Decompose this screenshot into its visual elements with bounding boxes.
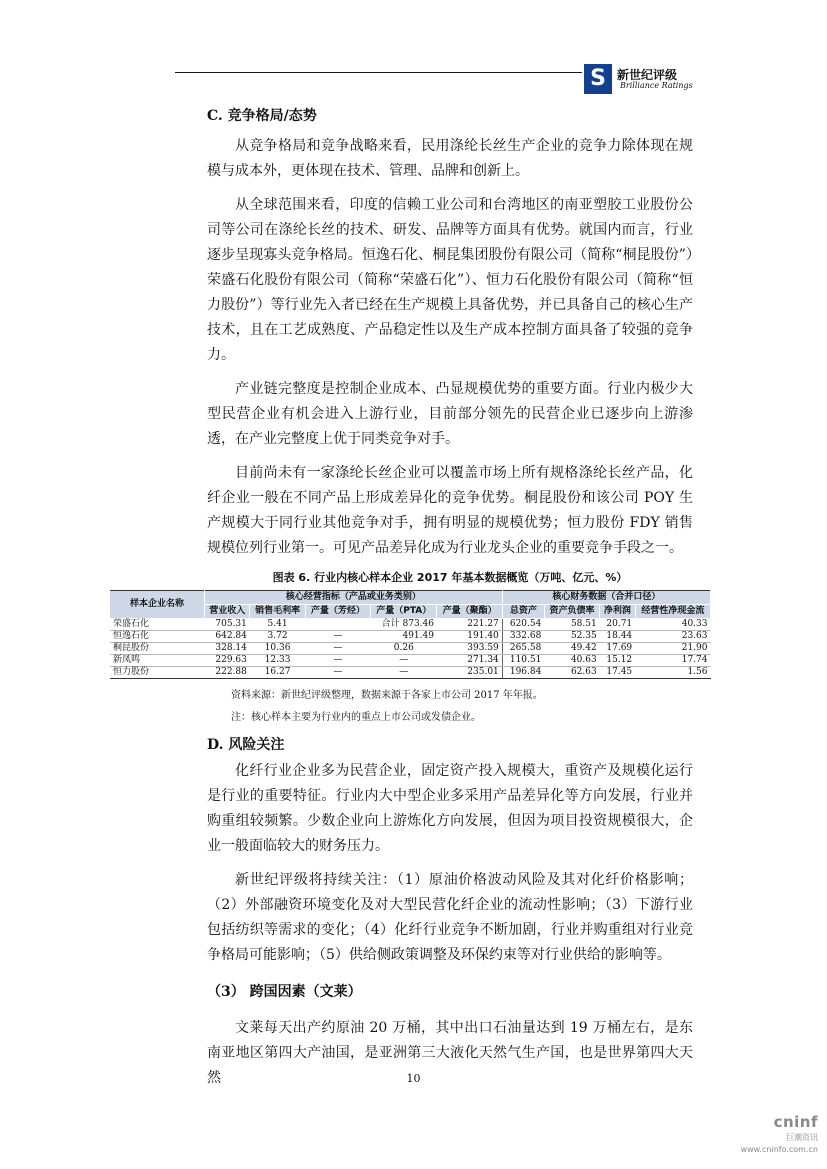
- cell-operating-cashflow: 40.33: [635, 619, 710, 631]
- col-header-output-aromatics: 产量（芳烃）: [305, 605, 370, 619]
- cell-output-pta: —: [371, 655, 437, 667]
- cell-output-aromatics: —: [305, 655, 370, 667]
- cell-output-aromatics: —: [305, 631, 370, 643]
- cell-gross-margin: 12.33: [250, 655, 305, 667]
- logo-english-name: Brilliance Ratings: [620, 81, 693, 90]
- section-3-paragraph: 文莱每天出产约原油 20 万桶，其中出口石油量达到 19 万桶左右，是东南亚地区第四大产油国，是亚洲第三大液化天然气生产国，也是世界第四大天然: [207, 1020, 693, 1086]
- cell-operating-cashflow: 1.56: [635, 667, 710, 679]
- cell-company: 桐昆股份: [110, 643, 205, 655]
- table-note: 注：核心样本主要为行业内的重点上市公司或发债企业。: [231, 712, 481, 723]
- cell-total-assets: 620.54: [502, 619, 544, 631]
- cell-gross-margin: 3.72: [250, 631, 305, 643]
- col-header-total-assets: 总资产: [502, 605, 544, 619]
- header-group-financial: 核心财务数据（合并口径）: [502, 591, 710, 605]
- figure-caption: 图表 6. 行业内核心样本企业 2017 年基本数据概览（万吨、亿元、%）: [272, 571, 628, 584]
- cell-revenue: 222.88: [205, 667, 250, 679]
- col-header-output-pta: 产量（PTA）: [371, 605, 437, 619]
- cell-company: 荣盛石化: [110, 619, 205, 631]
- cell-revenue: 642.84: [205, 631, 250, 643]
- logo-mark-icon: S: [584, 64, 612, 94]
- cell-net-profit: 18.44: [600, 631, 635, 643]
- cell-operating-cashflow: 21.90: [635, 643, 710, 655]
- cell-net-profit: 20.71: [600, 619, 635, 631]
- cell-output-polyester: 191.40: [437, 631, 502, 643]
- col-header-net-profit: 净利润: [600, 605, 635, 619]
- table-row: [110, 643, 711, 655]
- cninfo-logo: cninf: [773, 1113, 818, 1131]
- table-row: [110, 667, 711, 679]
- table-row: [110, 619, 711, 631]
- cell-output-pta: 0.26: [371, 643, 437, 655]
- cell-net-profit: 17.69: [600, 643, 635, 655]
- cell-gross-margin: 16.27: [250, 667, 305, 679]
- cell-company: 恒逸石化: [110, 631, 205, 643]
- page-number: 10: [406, 1072, 421, 1085]
- cell-output-aromatics: [305, 619, 370, 631]
- cell-output-pta: 491.49: [371, 631, 437, 643]
- cell-revenue: 328.14: [205, 643, 250, 655]
- page-content: [113, 106, 708, 1100]
- sample-company-table: [110, 590, 711, 679]
- col-header-debt-ratio: 资产负债率: [544, 605, 599, 619]
- cell-revenue: 229.63: [205, 655, 250, 667]
- table-container: [110, 590, 711, 679]
- table-source: 资料来源：新世纪评级整理，数据来源于各家上市公司 2017 年年报。: [231, 690, 543, 701]
- cninfo-watermark: [732, 1113, 822, 1159]
- section-c-paragraph: 从竞争格局和竞争战略来看，民用涤纶长丝生产企业的竞争力除体现在规模与成本外，更体现在技术、管理、品牌和创新上。: [207, 138, 693, 179]
- cell-debt-ratio: 52.35: [544, 631, 599, 643]
- cell-output-pta: —: [371, 667, 437, 679]
- col-header-revenue: 营业收入: [205, 605, 250, 619]
- cell-debt-ratio: 49.42: [544, 643, 599, 655]
- cell-operating-cashflow: 23.63: [635, 631, 710, 643]
- header-rule: [175, 72, 582, 73]
- cell-output-polyester: 393.59: [437, 643, 502, 655]
- cell-gross-margin: 5.41: [250, 619, 305, 631]
- cell-debt-ratio: 62.63: [544, 667, 599, 679]
- col-header-output-polyester: 产量（聚酯）: [437, 605, 502, 619]
- cell-debt-ratio: 40.63: [544, 655, 599, 667]
- cell-debt-ratio: 58.51: [544, 619, 599, 631]
- header-group-operating: 核心经营指标（产品或业务类别）: [205, 591, 503, 605]
- cell-company: 新凤鸣: [110, 655, 205, 667]
- section-3-heading: （3） 跨国因素（文莱）: [207, 984, 362, 1000]
- table-row: [110, 631, 711, 643]
- cninfo-url: www.cninfo.com.cn: [740, 1145, 818, 1154]
- table-row: [110, 655, 711, 667]
- section-c-heading: C. 竞争格局/态势: [207, 108, 317, 124]
- col-header-operating-cashflow: 经营性净现金流: [635, 605, 710, 619]
- cninfo-chinese-name: 巨潮资讯: [786, 1133, 818, 1142]
- cell-total-assets: 110.51: [502, 655, 544, 667]
- cell-output-aromatics: —: [305, 667, 370, 679]
- cell-company: 恒力股份: [110, 667, 205, 679]
- cell-output-polyester: 235.01: [437, 667, 502, 679]
- col-header-gross-margin: 销售毛利率: [250, 605, 305, 619]
- cell-output-pta: 合计 873.46: [371, 619, 437, 631]
- table-notes: [207, 685, 693, 729]
- cell-output-aromatics: —: [305, 643, 370, 655]
- cell-total-assets: 196.84: [502, 667, 544, 679]
- cell-output-polyester: 221.27: [437, 619, 502, 631]
- cell-net-profit: 15.12: [600, 655, 635, 667]
- section-d-paragraph: 新世纪评级将持续关注：（1）原油价格波动风险及其对化纤价格影响；（2）外部融资环境变化及对大型民营化纤企业的流动性影响；（3）下游行业包括纺织等需求的变化；（4）化纤行业竞争不断加剧，行业并购重组对行业竞争格局可能影响；（5）供给侧政策调整及环保约束等对行业供给的影响等。: [207, 872, 693, 963]
- section-c-paragraph: 目前尚未有一家涤纶长丝企业可以覆盖市场上所有规格涤纶长丝产品，化纤企业一般在不同产品上形成差异化的竞争优势。桐昆股份和该公司 POY 生产规模大于同行业其他竞争对手，拥有明显的规模优势；恒力股份 FDY 销售规模位列行业第一。可见产品差异化成为行业龙头企业的重要竞争手段之一。: [207, 465, 693, 556]
- section-d-paragraph: 化纤行业企业多为民营企业，固定资产投入规模大，重资产及规模化运行是行业的重要特征。行业内大中型企业多采用产品差异化等方向发展，行业并购重组较频繁。少数企业向上游炼化方向发展，但因为项目投资规模很大，企业一般面临较大的财务压力。: [207, 763, 693, 854]
- cell-output-polyester: 271.34: [437, 655, 502, 667]
- cell-revenue: 705.31: [205, 619, 250, 631]
- col-header-company: 样本企业名称: [110, 591, 205, 619]
- cell-total-assets: 265.58: [502, 643, 544, 655]
- cell-net-profit: 17.45: [600, 667, 635, 679]
- cell-operating-cashflow: 17.74: [635, 655, 710, 667]
- cell-total-assets: 332.68: [502, 631, 544, 643]
- cell-gross-margin: 10.36: [250, 643, 305, 655]
- logo-chinese-name: 新世纪评级: [617, 68, 678, 82]
- section-c-paragraph: 产业链完整度是控制企业成本、凸显规模优势的重要方面。行业内极少大型民营企业有机会进入上游行业，目前部分领先的民营企业已逐步向上游渗透，在产业完整度上优于同类竞争对手。: [207, 381, 693, 447]
- brilliance-ratings-logo: [584, 64, 693, 96]
- section-c-paragraph: 从全球范围来看，印度的信赖工业公司和台湾地区的南亚塑胶工业股份公司等公司在涤纶长丝的技术、研发、品牌等方面具有优势。就国内而言，行业逐步呈现寡头竞争格局。恒逸石化、桐昆集团股份有限公司（简称“桐昆股份”）荣盛石化股份有限公司（简称“荣盛石化”）、恒力石化股份有限公司（简称“恒力股份”）等行业先入者已经在生产规模上具备优势，并已具备自己的核心生产技术，且在工艺成熟度、产品稳定性以及生产成本控制方面具备了较强的竞争力。: [207, 197, 693, 363]
- section-d-heading: D. 风险关注: [207, 737, 285, 753]
